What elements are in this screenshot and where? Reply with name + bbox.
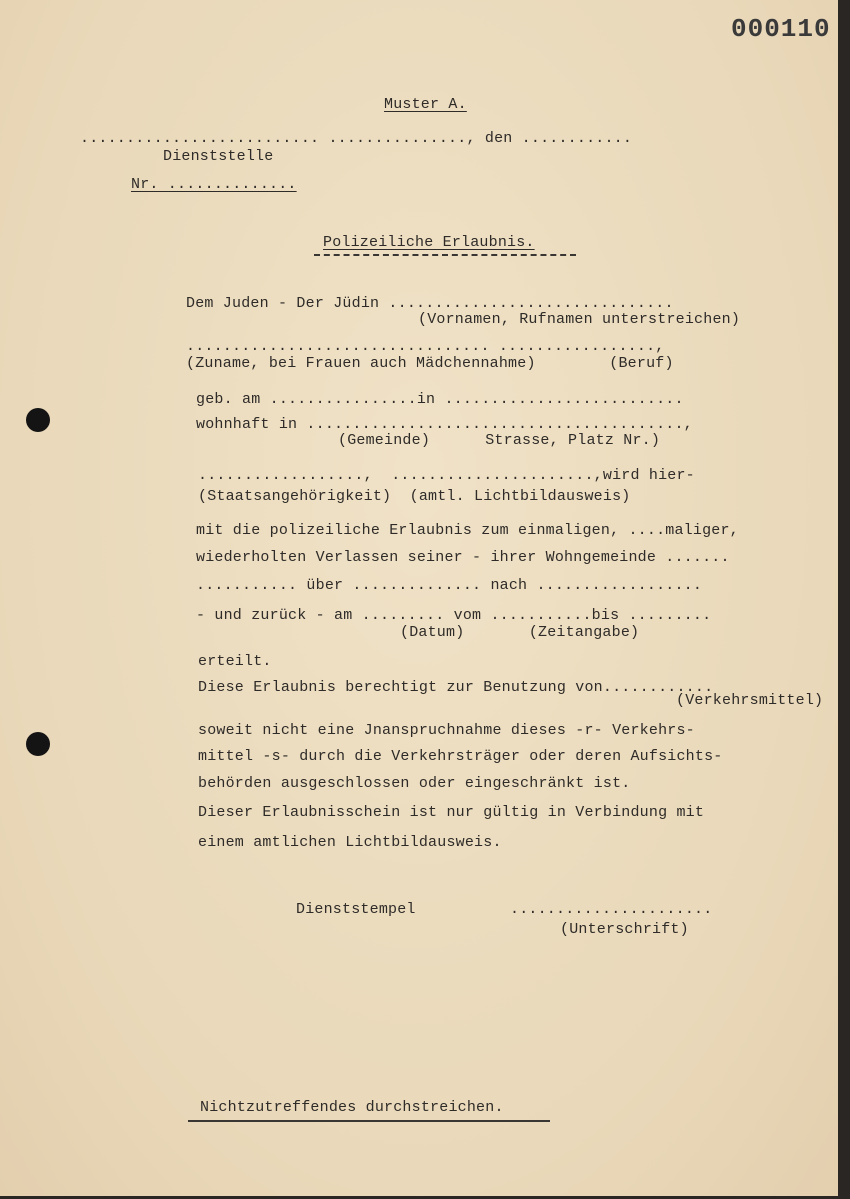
line-validity-1: Dieser Erlaubnisschein ist nur gültig in Verbindung mit	[198, 804, 705, 821]
line-surname-hint: (Zuname, bei Frauen auch Mädchennahme) (Beruf)	[186, 355, 674, 372]
line-restriction-3: behörden ausgeschlossen oder eingeschränkt ist.	[198, 775, 631, 792]
signature-label: (Unterschrift)	[560, 921, 689, 938]
title-double-underline	[314, 254, 576, 256]
line-residence-hint: (Gemeinde) Strasse, Platz Nr.)	[338, 432, 661, 449]
line-transport-hint: (Verkehrsmittel)	[676, 692, 824, 709]
document-title: Polizeiliche Erlaubnis.	[323, 234, 535, 251]
office-label: Dienststelle	[163, 148, 274, 165]
line-nationality-hint: (Staatsangehörigkeit) (amtl. Lichtbildausweis)	[198, 488, 631, 505]
line-restriction-2: mittel -s- durch die Verkehrsträger oder deren Aufsichts-	[198, 748, 723, 765]
line-jew-name: Dem Juden - Der Jüdin ...............................	[186, 295, 674, 312]
line-return-hint: (Datum) (Zeitangabe)	[400, 624, 640, 641]
line-leaving: wiederholten Verlassen seiner - ihrer Wohngemeinde .......	[196, 549, 730, 566]
footer-underline	[188, 1120, 550, 1122]
line-jew-name-hint: (Vornamen, Rufnamen unterstreichen)	[418, 311, 741, 328]
line-return: - und zurück - am ......... vom ...........bis .........	[196, 607, 712, 624]
document-number: 000110	[731, 14, 831, 44]
line-validity-2: einem amtlichen Lichtbildausweis.	[198, 834, 502, 851]
stamp-label: Dienststempel	[296, 901, 416, 918]
line-nationality: .................., ......................,wird hier-	[198, 467, 695, 484]
line-birth: geb. am ................in ..........................	[196, 391, 684, 408]
signature-line: ......................	[510, 901, 713, 918]
nr-label: Nr. ..............	[131, 176, 297, 193]
footer-note: Nichtzutreffendes durchstreichen.	[200, 1099, 504, 1116]
top-line: .......................... ..............., den ............	[80, 130, 633, 147]
line-permission: mit die polizeiliche Erlaubnis zum einmaligen, ....maliger,	[196, 522, 739, 539]
form-header: Muster A.	[384, 96, 467, 113]
line-residence: wohnhaft in .........................................,	[196, 416, 693, 433]
line-surname: ................................. .................,	[186, 338, 665, 355]
line-restriction-1: soweit nicht eine Jnanspruchnahme dieses -r- Verkehrs-	[198, 722, 695, 739]
punch-hole-bottom	[26, 732, 50, 756]
line-route: ........... über .............. nach ..................	[196, 577, 703, 594]
punch-hole-top	[26, 408, 50, 432]
line-transport: Diese Erlaubnis berechtigt zur Benutzung von............	[198, 679, 714, 696]
line-issued: erteilt.	[198, 653, 272, 670]
